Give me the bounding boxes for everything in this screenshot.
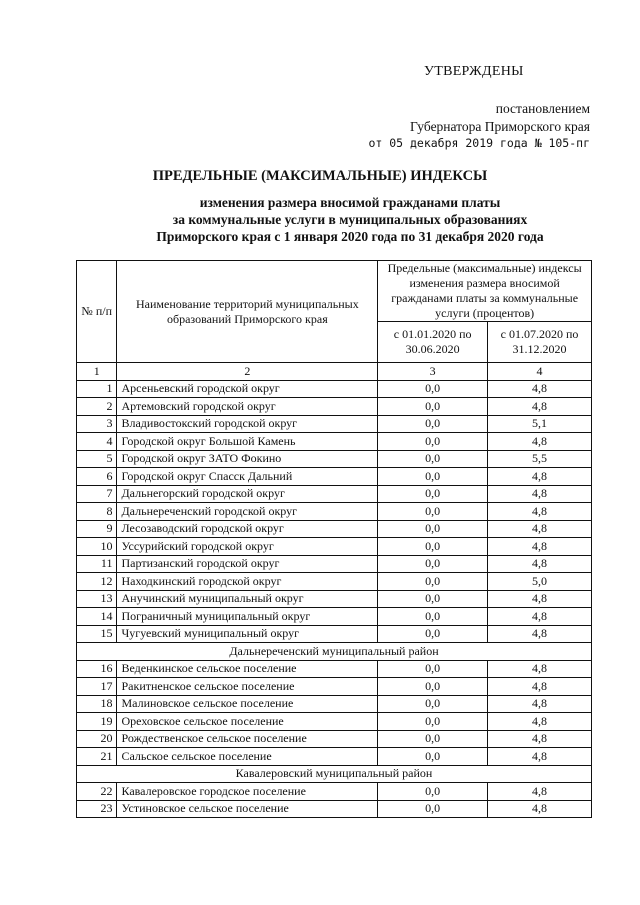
row-territory: Артемовский городской округ <box>117 398 378 416</box>
row-index-period-1: 0,0 <box>378 660 488 678</box>
row-index-period-2: 4,8 <box>488 625 592 643</box>
table-row <box>77 573 592 591</box>
row-territory: Лесозаводский городской округ <box>117 520 378 538</box>
table-row <box>77 730 592 748</box>
group-heading: Кавалеровский муниципальный район <box>77 765 592 783</box>
row-index-period-1: 0,0 <box>378 433 488 451</box>
row-number: 16 <box>77 660 117 678</box>
row-territory: Партизанский городской округ <box>117 555 378 573</box>
decree-line-1: постановлением <box>495 101 590 116</box>
column-index-4: 4 <box>488 363 592 381</box>
table-row <box>77 625 592 643</box>
table-row <box>77 450 592 468</box>
subtitle-line-2: за коммунальные услуги в муниципальных образованиях <box>172 212 528 227</box>
row-index-period-2: 4,8 <box>488 520 592 538</box>
row-territory: Дальнереченский городской округ <box>117 503 378 521</box>
row-number: 4 <box>77 433 117 451</box>
table-row <box>77 800 592 818</box>
row-territory: Ореховское сельское поселение <box>117 713 378 731</box>
row-index-period-1: 0,0 <box>378 573 488 591</box>
row-index-period-2: 4,8 <box>488 783 592 801</box>
table-row <box>77 660 592 678</box>
subtitle-line-1: изменения размера вносимой гражданами платы <box>199 195 501 210</box>
table-row <box>77 380 592 398</box>
row-index-period-2: 4,8 <box>488 555 592 573</box>
indices-table <box>76 260 592 818</box>
table-row <box>77 433 592 451</box>
row-index-period-1: 0,0 <box>378 380 488 398</box>
row-index-period-1: 0,0 <box>378 538 488 556</box>
row-territory: Рождественское сельское поселение <box>117 730 378 748</box>
row-number: 8 <box>77 503 117 521</box>
table-row <box>77 538 592 556</box>
group-row <box>77 765 592 783</box>
row-number: 14 <box>77 608 117 626</box>
row-index-period-2: 4,8 <box>488 800 592 818</box>
row-index-period-2: 4,8 <box>488 713 592 731</box>
row-index-period-1: 0,0 <box>378 485 488 503</box>
table-row <box>77 398 592 416</box>
header-number: № п/п <box>77 261 117 363</box>
table-row <box>77 783 592 801</box>
row-index-period-2: 4,8 <box>488 678 592 696</box>
row-index-period-1: 0,0 <box>378 748 488 766</box>
table-row <box>77 468 592 486</box>
document-subtitle <box>90 194 610 245</box>
header-period-1: с 01.01.2020 по 30.06.2020 <box>378 322 488 363</box>
row-number: 1 <box>77 380 117 398</box>
row-index-period-2: 4,8 <box>488 503 592 521</box>
row-number: 17 <box>77 678 117 696</box>
row-number: 21 <box>77 748 117 766</box>
row-index-period-1: 0,0 <box>378 398 488 416</box>
row-number: 2 <box>77 398 117 416</box>
header-period-2: с 01.07.2020 по 31.12.2020 <box>488 322 592 363</box>
row-territory: Пограничный муниципальный округ <box>117 608 378 626</box>
table-header-row <box>77 261 592 322</box>
row-number: 10 <box>77 538 117 556</box>
row-number: 9 <box>77 520 117 538</box>
row-index-period-1: 0,0 <box>378 468 488 486</box>
table-row <box>77 485 592 503</box>
row-index-period-1: 0,0 <box>378 800 488 818</box>
table-row <box>77 713 592 731</box>
row-territory: Анучинский муниципальный округ <box>117 590 378 608</box>
row-territory: Городской округ ЗАТО Фокино <box>117 450 378 468</box>
row-index-period-1: 0,0 <box>378 783 488 801</box>
row-index-period-2: 5,1 <box>488 415 592 433</box>
row-number: 3 <box>77 415 117 433</box>
row-index-period-2: 4,8 <box>488 380 592 398</box>
row-index-period-2: 5,5 <box>488 450 592 468</box>
row-number: 18 <box>77 695 117 713</box>
row-index-period-2: 4,8 <box>488 433 592 451</box>
table-row <box>77 555 592 573</box>
row-index-period-2: 4,8 <box>488 590 592 608</box>
column-index-row <box>77 363 592 381</box>
row-index-period-2: 4,8 <box>488 748 592 766</box>
row-territory: Находкинский городской округ <box>117 573 378 591</box>
table-row <box>77 520 592 538</box>
table-row <box>77 415 592 433</box>
row-index-period-2: 4,8 <box>488 730 592 748</box>
row-number: 20 <box>77 730 117 748</box>
row-territory: Ракитненское сельское поселение <box>117 678 378 696</box>
row-number: 23 <box>77 800 117 818</box>
row-number: 7 <box>77 485 117 503</box>
document-title: ПРЕДЕЛЬНЫЕ (МАКСИМАЛЬНЫЕ) ИНДЕКСЫ <box>152 168 488 184</box>
row-number: 22 <box>77 783 117 801</box>
decree-reference <box>368 100 590 153</box>
row-territory: Арсеньевский городской округ <box>117 380 378 398</box>
row-territory: Городской округ Большой Камень <box>117 433 378 451</box>
group-row <box>77 643 592 661</box>
table-row <box>77 695 592 713</box>
table-row <box>77 678 592 696</box>
row-index-period-1: 0,0 <box>378 450 488 468</box>
row-index-period-1: 0,0 <box>378 503 488 521</box>
column-index-1: 1 <box>77 363 117 381</box>
row-index-period-1: 0,0 <box>378 520 488 538</box>
row-index-period-2: 5,0 <box>488 573 592 591</box>
row-index-period-2: 4,8 <box>488 468 592 486</box>
table-row <box>77 503 592 521</box>
row-territory: Малиновское сельское поселение <box>117 695 378 713</box>
row-index-period-1: 0,0 <box>378 713 488 731</box>
row-territory: Городской округ Спасск Дальний <box>117 468 378 486</box>
row-number: 11 <box>77 555 117 573</box>
row-index-period-2: 4,8 <box>488 608 592 626</box>
row-index-period-2: 4,8 <box>488 660 592 678</box>
row-index-period-1: 0,0 <box>378 625 488 643</box>
group-heading: Дальнереченский муниципальный район <box>77 643 592 661</box>
row-index-period-1: 0,0 <box>378 555 488 573</box>
table-row <box>77 748 592 766</box>
row-territory: Веденкинское сельское поселение <box>117 660 378 678</box>
row-index-period-1: 0,0 <box>378 415 488 433</box>
table-row <box>77 590 592 608</box>
decree-line-2: Губернатора Приморского края <box>410 118 590 134</box>
column-index-2: 2 <box>117 363 378 381</box>
header-indices-group: Предельные (максимальные) индексы изменения размера вносимой гражданами платы за коммунальные услуги (процентов) <box>378 261 592 322</box>
row-number: 15 <box>77 625 117 643</box>
row-index-period-2: 4,8 <box>488 538 592 556</box>
subtitle-line-3: Приморского края с 1 января 2020 года по 31 декабря 2020 года <box>156 229 544 244</box>
row-index-period-2: 4,8 <box>488 398 592 416</box>
table-row <box>77 608 592 626</box>
row-index-period-1: 0,0 <box>378 695 488 713</box>
row-territory: Устиновское сельское поселение <box>117 800 378 818</box>
row-index-period-1: 0,0 <box>378 730 488 748</box>
decree-date-line: от 05 декабря 2019 года № 105-пг <box>368 136 590 150</box>
row-territory: Кавалеровское городское поселение <box>117 783 378 801</box>
row-territory: Чугуевский муниципальный округ <box>117 625 378 643</box>
row-number: 13 <box>77 590 117 608</box>
row-territory: Сальское сельское поселение <box>117 748 378 766</box>
row-number: 6 <box>77 468 117 486</box>
row-index-period-2: 4,8 <box>488 485 592 503</box>
row-number: 12 <box>77 573 117 591</box>
row-number: 19 <box>77 713 117 731</box>
row-index-period-1: 0,0 <box>378 608 488 626</box>
table-body <box>77 380 592 818</box>
row-number: 5 <box>77 450 117 468</box>
column-index-3: 3 <box>378 363 488 381</box>
row-territory: Владивостокский городской округ <box>117 415 378 433</box>
row-territory: Уссурийский городской округ <box>117 538 378 556</box>
header-territory: Наименование территорий муниципальных образований Приморского края <box>117 261 378 363</box>
row-index-period-2: 4,8 <box>488 695 592 713</box>
approval-stamp: УТВЕРЖДЕНЫ <box>424 64 524 79</box>
row-index-period-1: 0,0 <box>378 678 488 696</box>
row-index-period-1: 0,0 <box>378 590 488 608</box>
row-territory: Дальнегорский городской округ <box>117 485 378 503</box>
